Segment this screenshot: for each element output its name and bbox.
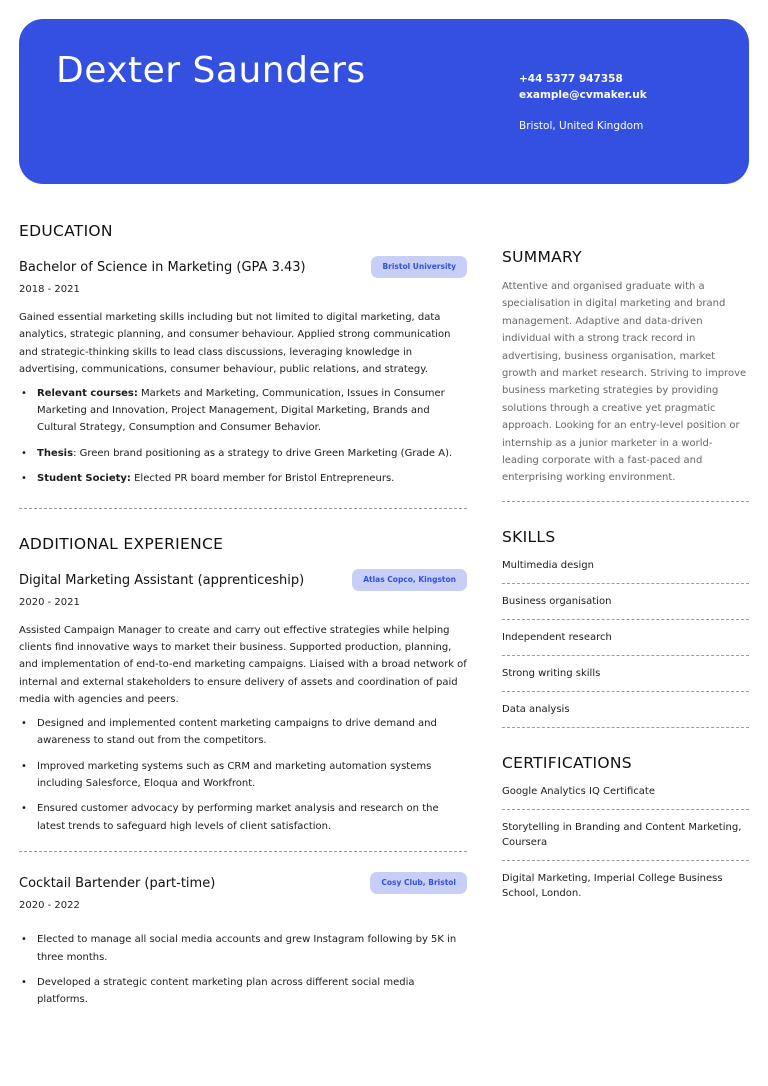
list-item [19, 445, 467, 462]
list-item [19, 800, 467, 835]
education-entry-head [19, 256, 467, 282]
bullet-icon: • [21, 976, 27, 988]
bullet-text: Elected PR board member for Bristol Entrepreneurs. [130, 473, 395, 485]
company-badge: Cosy Club, Bristol [370, 872, 467, 894]
phone-number[interactable]: +44 5377 947358 [519, 73, 623, 85]
job-dates: 2020 - 2022 [19, 900, 80, 912]
bullet-icon: • [21, 717, 27, 729]
bullet-text: Designed and implemented content marketing campaigns to drive demand and awareness to stand out from the competitors. [37, 717, 437, 747]
bullet-text: Ensured customer advocacy by performing market analysis and research on the latest trends to safeguard high levels of client satisfaction. [37, 803, 439, 832]
certification-item: Google Analytics IQ Certificate [502, 774, 749, 810]
bullet-icon: • [21, 387, 27, 399]
bullet-label: Thesis [37, 447, 74, 459]
certification-item: Digital Marketing, Imperial College Business School, London. [502, 872, 723, 899]
job-description: Assisted Campaign Manager to create and carry out effective strategies while helping clients find innovative ways to market their business. Supported production, planning, and implementation of end-to-end marketing campaigns. Liaised with a broad network of internal and external stakeholders to ensure delivery of assets and coordination of paid media with agencies and peers. [19, 624, 467, 706]
education-description: Gained essential marketing skills including but not limited to digital marketing, data analytics, strategic planning, and consumer behaviour. Applied strong communication and strategic-thinking skills to lead class discussions, leveraging knowledge in advertising, communications, consumer behaviour, public relations, and strategy. [19, 312, 451, 376]
experience-heading: ADDITIONAL EXPERIENCE [19, 534, 224, 553]
cv-header [19, 19, 749, 184]
list-item [19, 931, 467, 966]
bullet-text: Developed a strategic content marketing plan across different social media platforms. [37, 976, 415, 1006]
school-badge: Bristol University [371, 256, 467, 278]
skill-item: Multimedia design [502, 548, 749, 584]
education-bullets [19, 385, 467, 488]
job-bullets [19, 715, 467, 835]
bullet-text: : Green brand positioning as a strategy to drive Green Marketing (Grade A). [73, 447, 453, 459]
certification-item: Storytelling in Branding and Content Marketing, Coursera [502, 810, 749, 861]
bullet-icon: • [21, 934, 27, 946]
job-bullets [19, 931, 467, 1009]
candidate-name: Dexter Saunders [56, 50, 366, 91]
summary-text: Attentive and organised graduate with a specialisation in digital marketing and brand management. Adaptive and data-driven individual with a strong track record in advertising, business organisation, market growth and market research. Striving to improve business marketing strategies by providing solutions through a creative yet pragmatic approach. Looking for an entry-level position or internship as a junior marketer in a world-leading corporate with a fast-paced and enterprising working environment. [502, 281, 747, 484]
skill-item: Strong writing skills [502, 656, 749, 692]
contact-block [519, 71, 647, 134]
job-title: Digital Marketing Assistant (apprenticeship) [19, 572, 305, 588]
company-badge: Atlas Copco, Kingston [352, 569, 467, 591]
certifications-list [502, 774, 749, 911]
list-item [19, 758, 467, 793]
skill-item: Independent research [502, 620, 749, 656]
side-column [502, 248, 749, 911]
bullet-icon: • [21, 760, 27, 772]
bullet-icon: • [21, 473, 27, 485]
certifications-heading: CERTIFICATIONS [502, 753, 632, 772]
bullet-icon: • [21, 447, 27, 459]
main-column [19, 222, 467, 1017]
list-item [19, 385, 467, 437]
bullet-text: Improved marketing systems such as CRM and marketing automation systems including Salesforce, Eloqua and Workfront. [37, 760, 432, 789]
summary-heading: SUMMARY [502, 248, 582, 266]
list-item [19, 715, 467, 750]
location: Bristol, United Kingdom [519, 120, 644, 132]
job-entry-head [19, 872, 467, 898]
degree-title: Bachelor of Science in Marketing (GPA 3.43) [19, 260, 306, 275]
bullet-label: Student Society: [37, 473, 131, 485]
email-address[interactable]: example@cvmaker.uk [519, 89, 647, 101]
job-title: Cocktail Bartender (part-time) [19, 876, 216, 892]
skills-heading: SKILLS [502, 527, 556, 546]
job-entry-head [19, 569, 467, 595]
skills-list [502, 548, 749, 728]
job-dates: 2020 - 2021 [19, 596, 80, 608]
list-item [19, 470, 467, 487]
skill-item: Business organisation [502, 584, 749, 620]
skill-item: Data analysis [502, 692, 749, 728]
bullet-icon: • [21, 803, 27, 815]
section-divider [19, 508, 467, 509]
bullet-text: Elected to manage all social media accounts and grew Instagram following by 5K in three months. [37, 934, 457, 963]
education-dates: 2018 - 2021 [19, 284, 80, 295]
list-item [19, 974, 467, 1009]
bullet-label: Relevant courses: [37, 387, 138, 399]
section-divider [502, 501, 749, 502]
section-divider [19, 851, 467, 852]
education-heading: EDUCATION [19, 222, 113, 240]
bullet-text: Markets and Marketing, Communication, Issues in Consumer Marketing and Innovation, Project Management, Digital Marketing, Brands and Cultural Strategy, Consumption and Consumer Behavior. [37, 387, 445, 434]
